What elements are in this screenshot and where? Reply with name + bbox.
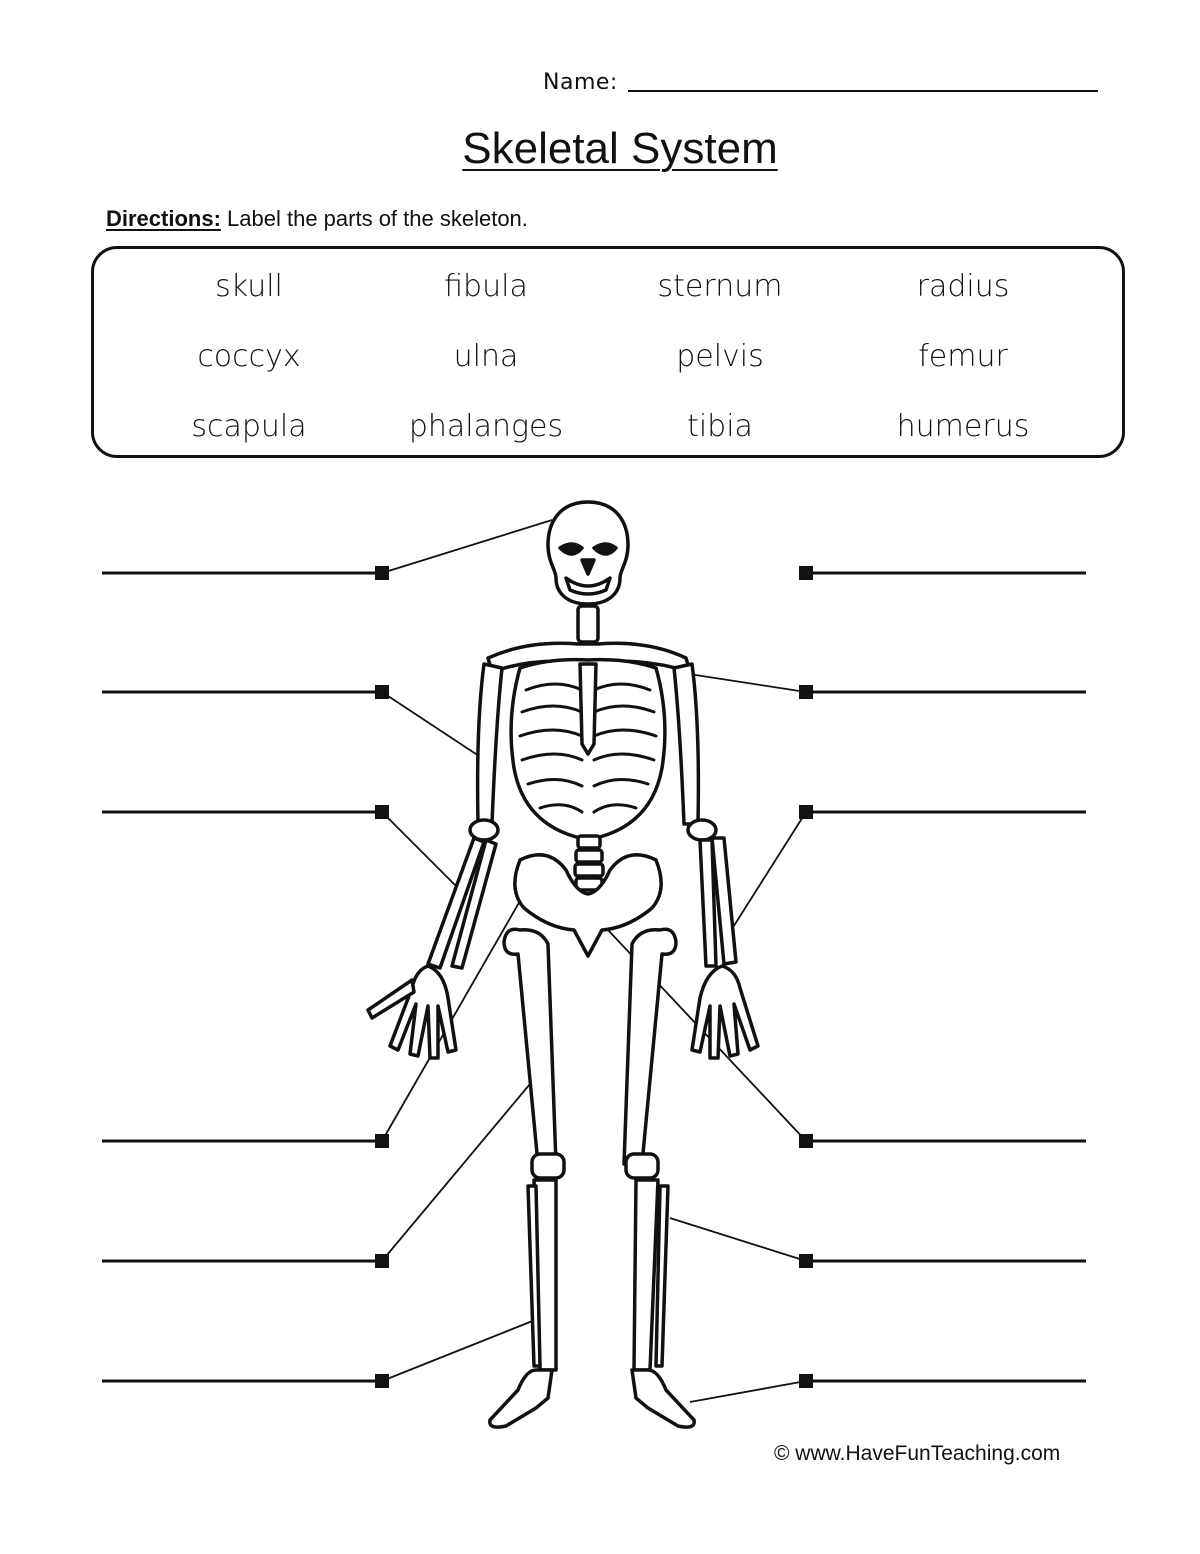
word-bank-item: sternum — [657, 269, 783, 304]
word-bank-item: scapula — [191, 409, 307, 444]
page-title: Skeletal System — [462, 124, 778, 173]
word-bank-item: phalanges — [408, 409, 564, 444]
word-bank-item: ulna — [453, 339, 519, 374]
directions-text: Label the parts of the skeleton. — [220, 206, 528, 231]
word-bank-item: fibula — [444, 269, 528, 304]
word-bank-item: tibia — [687, 409, 753, 444]
copyright-footer: © www.HaveFunTeaching.com — [774, 1442, 1061, 1465]
word-bank-item: radius — [916, 269, 1010, 304]
word-bank-item: pelvis — [676, 339, 764, 374]
directions-label: Directions: — [106, 206, 221, 231]
word-bank-item: femur — [918, 339, 1008, 374]
word-bank-item: coccyx — [197, 339, 301, 374]
name-label: Name: — [543, 70, 618, 95]
word-bank-item: skull — [215, 269, 283, 304]
word-bank-item: humerus — [896, 409, 1030, 444]
